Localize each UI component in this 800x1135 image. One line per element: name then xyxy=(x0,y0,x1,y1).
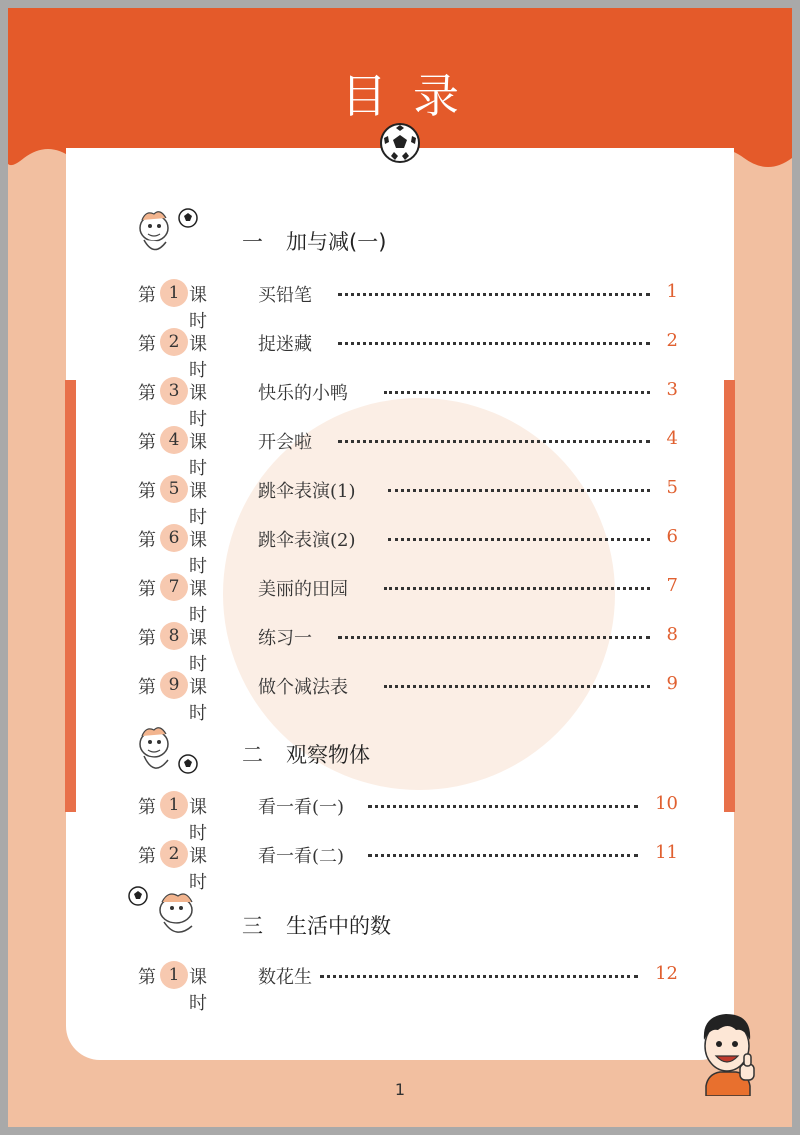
page xyxy=(8,8,792,1127)
dinosaur-mascot-icon xyxy=(128,724,202,780)
section-name: 观察物体 xyxy=(286,743,370,767)
leader-dots xyxy=(338,293,650,296)
lesson-prefix: 第 xyxy=(138,967,156,988)
lesson-suffix: 课时 xyxy=(189,334,207,381)
page-number: 2 xyxy=(666,330,678,351)
lesson-number-badge: 4 xyxy=(160,426,188,454)
lesson-suffix: 课时 xyxy=(189,285,207,332)
lesson-prefix: 第 xyxy=(138,481,156,502)
lesson-prefix: 第 xyxy=(138,334,156,355)
lesson-name: 买铅笔 xyxy=(258,285,312,306)
page-number: 8 xyxy=(666,624,678,645)
lesson-name: 数花生 xyxy=(258,967,312,988)
leader-dots xyxy=(384,391,650,394)
lesson-suffix: 课时 xyxy=(189,846,207,893)
lesson-suffix: 课时 xyxy=(189,967,207,1014)
leader-dots xyxy=(388,538,650,541)
lesson-name: 跳伞表演(2) xyxy=(258,530,356,551)
lesson-prefix: 第 xyxy=(138,579,156,600)
section-number: 一 xyxy=(242,230,263,254)
lesson-suffix: 课时 xyxy=(189,797,207,844)
lesson-number-badge: 3 xyxy=(160,377,188,405)
lesson-number-badge: 1 xyxy=(160,961,188,989)
lesson-name: 看一看(二) xyxy=(258,846,345,867)
lesson-number-badge: 1 xyxy=(160,791,188,819)
page-number: 7 xyxy=(666,575,678,596)
page-number: 3 xyxy=(666,379,678,400)
lesson-name: 开会啦 xyxy=(258,432,312,453)
page-number: 1 xyxy=(666,281,678,302)
lesson-suffix: 课时 xyxy=(189,481,207,528)
section-heading xyxy=(242,739,370,769)
page-number: 9 xyxy=(666,673,678,694)
page-number: 10 xyxy=(655,793,678,814)
lesson-number-badge: 9 xyxy=(160,671,188,699)
section-heading xyxy=(242,226,386,256)
lesson-suffix: 课时 xyxy=(189,383,207,430)
right-side-bar xyxy=(724,380,735,812)
leader-dots xyxy=(368,854,638,857)
page-number: 6 xyxy=(666,526,678,547)
lesson-prefix: 第 xyxy=(138,530,156,551)
lesson-name: 看一看(一) xyxy=(258,797,345,818)
page-number: 4 xyxy=(666,428,678,449)
lesson-suffix: 课时 xyxy=(189,677,207,724)
lesson-number-badge: 5 xyxy=(160,475,188,503)
left-side-bar xyxy=(65,380,76,812)
lesson-number-badge: 8 xyxy=(160,622,188,650)
leader-dots xyxy=(320,975,638,978)
lesson-prefix: 第 xyxy=(138,677,156,698)
section-name: 生活中的数 xyxy=(286,914,391,938)
dinosaur-mascot-icon xyxy=(130,206,200,260)
lesson-prefix: 第 xyxy=(138,628,156,649)
lesson-number-badge: 2 xyxy=(160,840,188,868)
soccer-ball-icon xyxy=(379,122,421,164)
lesson-name: 跳伞表演(1) xyxy=(258,481,356,502)
page-number: 12 xyxy=(655,963,678,984)
leader-dots xyxy=(368,805,638,808)
page-title: 目录 xyxy=(341,69,485,123)
lesson-prefix: 第 xyxy=(138,285,156,306)
leader-dots xyxy=(338,342,650,345)
lesson-name: 捉迷藏 xyxy=(258,334,312,355)
leader-dots xyxy=(388,489,650,492)
lesson-name: 练习一 xyxy=(258,628,312,649)
leader-dots xyxy=(384,587,650,590)
leader-dots xyxy=(384,685,650,688)
lesson-prefix: 第 xyxy=(138,846,156,867)
lesson-suffix: 课时 xyxy=(189,628,207,675)
leader-dots xyxy=(338,440,650,443)
lesson-number-badge: 7 xyxy=(160,573,188,601)
section-number: 二 xyxy=(242,743,263,767)
section-number: 三 xyxy=(242,914,263,938)
lesson-suffix: 课时 xyxy=(189,579,207,626)
lesson-number-badge: 6 xyxy=(160,524,188,552)
lesson-name: 做个减法表 xyxy=(258,677,348,698)
page-number: 11 xyxy=(655,842,678,863)
lesson-name: 美丽的田园 xyxy=(258,579,348,600)
lesson-prefix: 第 xyxy=(138,797,156,818)
section-heading xyxy=(242,910,391,940)
lesson-name: 快乐的小鸭 xyxy=(258,383,348,404)
lesson-suffix: 课时 xyxy=(189,432,207,479)
lesson-prefix: 第 xyxy=(138,383,156,404)
page-number: 5 xyxy=(666,477,678,498)
section-name: 加与减(一) xyxy=(286,230,387,254)
lesson-number-badge: 2 xyxy=(160,328,188,356)
lesson-suffix: 课时 xyxy=(189,530,207,577)
leader-dots xyxy=(338,636,650,639)
lesson-prefix: 第 xyxy=(138,432,156,453)
footer-page-number: 1 xyxy=(394,1080,406,1099)
lesson-number-badge: 1 xyxy=(160,279,188,307)
